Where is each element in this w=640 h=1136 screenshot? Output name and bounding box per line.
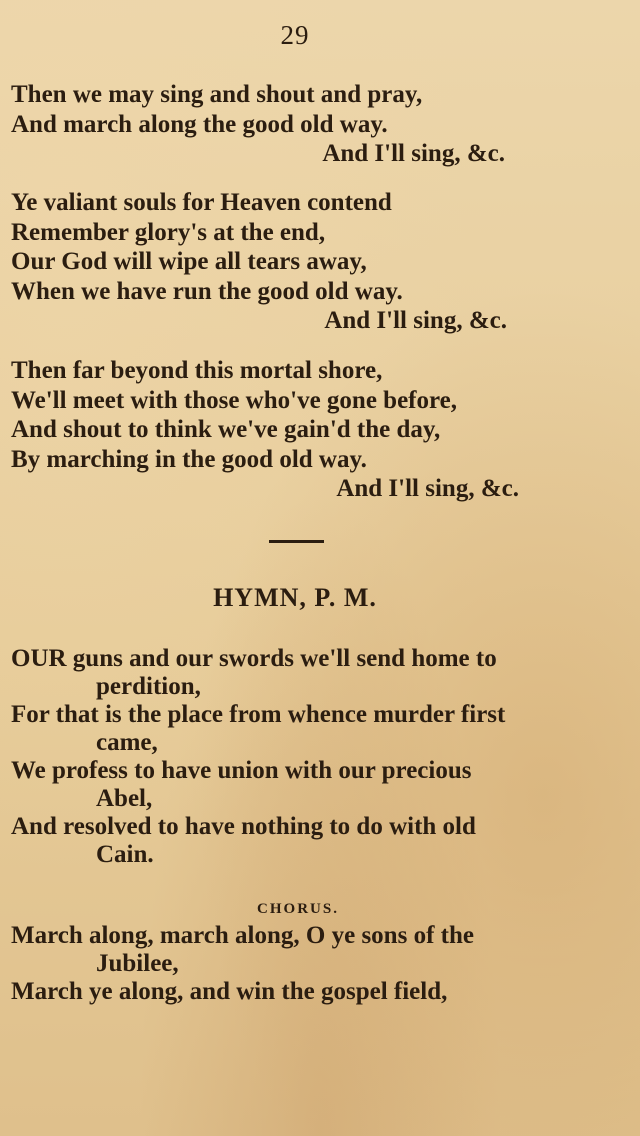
chorus-line-continuation: Jubilee, — [96, 950, 179, 977]
refrain-line: And I'll sing, &c. — [322, 140, 505, 167]
hymn-line: For that is the place from whence murder first — [11, 701, 506, 728]
hymn-line-continuation: perdition, — [96, 673, 201, 700]
verse-line: We'll meet with those who've gone before, — [11, 386, 457, 414]
chorus-label: CHORUS. — [257, 901, 339, 917]
stanza-2 — [11, 188, 581, 336]
hymn-verse — [11, 645, 575, 869]
chorus-verse — [11, 922, 575, 1006]
verse-line: And march along the good old way. — [11, 110, 388, 138]
hymn-line-continuation: came, — [96, 729, 158, 756]
hymn-line-continuation: Abel, — [96, 785, 153, 812]
verse-line: Our God will wipe all tears away, — [11, 248, 367, 275]
chorus-line: March along, march along, O ye sons of the — [11, 922, 474, 949]
hymn-line: And resolved to have nothing to do with old — [11, 813, 476, 840]
hymn-line-continuation: Cain. — [96, 841, 154, 868]
verse-line: By marching in the good old way. — [11, 445, 367, 473]
chorus-line: March ye along, and win the gospel field, — [11, 978, 448, 1005]
stanza-1 — [11, 80, 581, 169]
stanza-3 — [11, 356, 581, 504]
refrain-line: And I'll sing, &c. — [336, 475, 519, 502]
verse-line: Then we may sing and shout and pray, — [11, 81, 423, 108]
verse-line: Ye valiant souls for Heaven contend — [11, 189, 392, 216]
hymn-line: OUR guns and our swords we'll send home to — [11, 645, 497, 672]
verse-line: Remember glory's at the end, — [11, 218, 326, 246]
verse-line: When we have run the good old way. — [11, 277, 403, 305]
verse-line: Then far beyond this mortal shore, — [11, 357, 383, 384]
refrain-line: And I'll sing, &c. — [324, 307, 507, 334]
hymn-title: HYMN, P. M. — [213, 583, 377, 612]
page-number: 29 — [280, 20, 310, 50]
verse-line: And shout to think we've gain'd the day, — [11, 416, 441, 443]
section-divider — [269, 540, 324, 543]
hymn-line: We profess to have union with our precious — [11, 757, 472, 784]
